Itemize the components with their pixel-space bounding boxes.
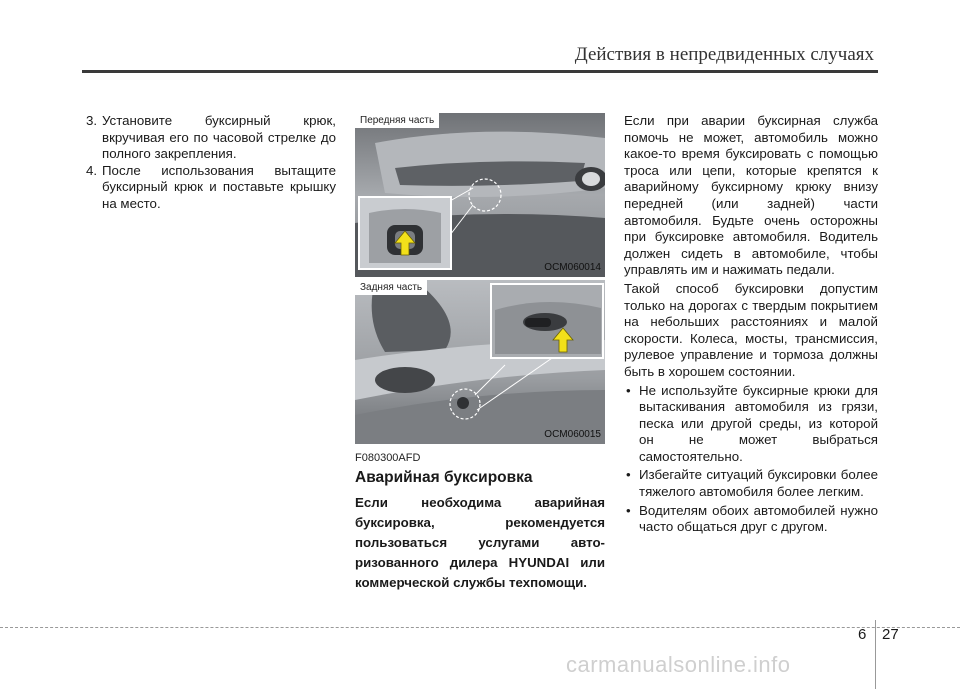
- step-text: После использования вытащите буксирный крюк и поставьте крышку на место.: [102, 162, 336, 211]
- bullet-text: Не используйте буксирные крюки для вытаскивания автомобиля из грязи, песка или другой среды, из которой он не может выбраться самостоятельно.: [639, 382, 878, 464]
- middle-column: [355, 113, 605, 593]
- step-text: Установите буксирный крюк, вкручивая его по часовой стрелке до полного закрепления.: [102, 113, 336, 161]
- section-title: Аварийная буксировка: [355, 469, 533, 486]
- footer-rule: [0, 627, 960, 628]
- bullet-icon: •: [626, 502, 631, 518]
- bullet-item: [624, 383, 878, 466]
- step-4: [86, 163, 336, 213]
- step-number: 3.: [86, 113, 98, 128]
- step-3: [86, 113, 336, 163]
- step-number: 4.: [86, 162, 98, 178]
- rear-tow-hook-photo: [355, 280, 605, 444]
- bullet-item: [624, 467, 878, 500]
- front-bumper-illustration: [355, 113, 605, 277]
- chapter-number: 6: [858, 626, 867, 643]
- bullet-text: Водителям обоих автомобилей нужно часто общаться друг с другом.: [639, 502, 878, 535]
- figure-label: Задняя часть: [355, 280, 427, 295]
- bullet-icon: •: [626, 382, 631, 398]
- figure-label: Передняя часть: [355, 113, 439, 128]
- bullet-item: [624, 503, 878, 536]
- left-column: [86, 113, 336, 212]
- right-column: [624, 113, 878, 536]
- bullet-icon: •: [626, 467, 631, 483]
- header-rule: [82, 70, 878, 73]
- page-number-divider: [875, 620, 876, 689]
- rear-bumper-illustration: [355, 280, 605, 444]
- section-body: Если необходима аварийная буксировка, рекомендуется пользоваться услугами авто-ризованного дилера HYUNDAI или коммерческой службы техпомощи.: [355, 495, 605, 590]
- watermark-text: carmanualsonline.info: [566, 652, 791, 677]
- figure-code: OCM060014: [544, 262, 601, 273]
- bullet-text: Избегайте ситуаций буксировки более тяжелого автомобиля более легким.: [639, 467, 878, 500]
- chapter-header-title: Действия в непредвиденных случаях: [574, 44, 874, 65]
- figure-code: OCM060015: [544, 429, 601, 440]
- page-number: 27: [882, 626, 899, 643]
- section-code: F080300AFD: [355, 452, 421, 464]
- paragraph-2: Такой способ буксировки допустим только на дорогах с твердым покрытием на небольших расстояниях и малой скорости. Колеса, мосты, трансмиссия, рулевое управление и тормоза должны быть в хорошем состоянии.: [624, 280, 878, 379]
- paragraph-1: Если при аварии буксирная служба помочь не может, автомобиль можно какое-то время буксировать с помощью троса или цепи, которые крепятся к аварийному буксирному крюку внизу передней (или задней) части автомобиля. Будьте очень осторожны при буксировке автомобиля. Водитель должен сидеть в автомобиле, чтобы управлять им и нажимать педали.: [624, 113, 878, 278]
- front-tow-hook-photo: [355, 113, 605, 277]
